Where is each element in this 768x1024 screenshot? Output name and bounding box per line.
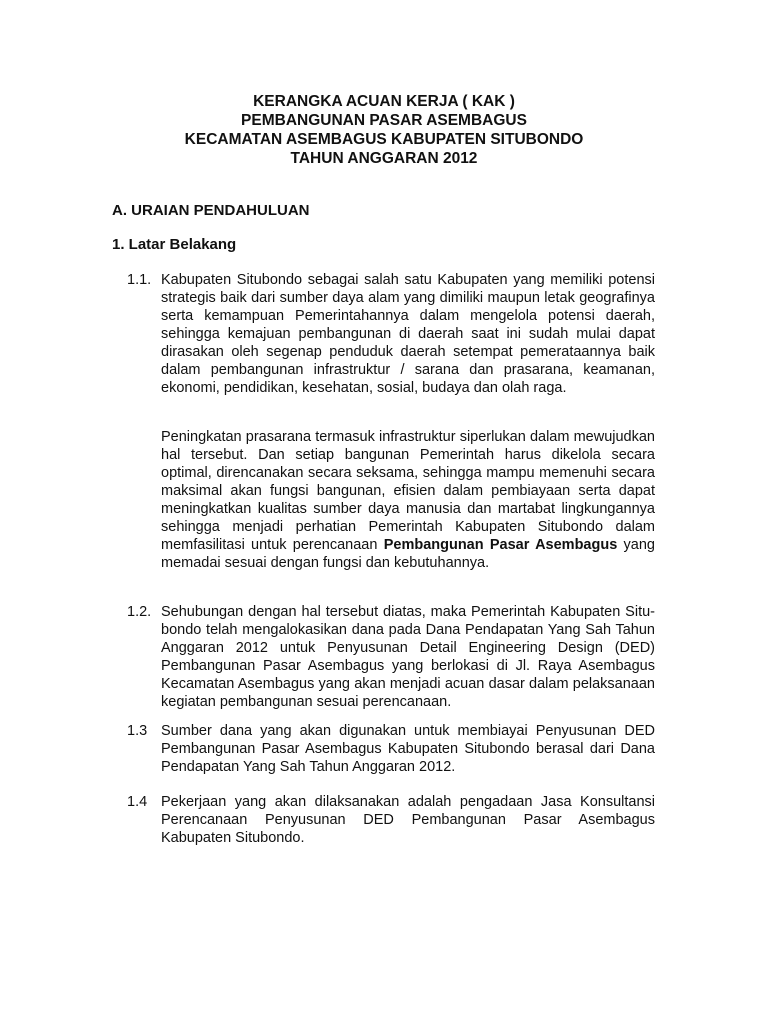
item-1-1-paragraph-2 <box>161 428 655 572</box>
item-number-1-1: 1.1. <box>127 272 152 288</box>
item-1-1-paragraph-2-text-after: yang memadai sesuai dengan fungsi dan kebutuhannya. <box>161 537 655 571</box>
item-1-1-paragraph-2-text-before: Peningkatan prasarana termasuk infrastruktur siperlukan dalam mewujudkan hal tersebut. Dan setiap bangunan Pemerintah harus dikelola secara optimal, direncanakan secara seksama, sehingga mampu memenuhi secara maksimal akan fungsi bangunan, efisien dalam pembiayaan serta dapat meningkatkan kualitas sumber daya manusia dan martabat lingkungannya sehingga menjadi perhatian Pemerintah Kabupaten Situbondo dalam memfasilitasi untuk perencanaan <box>161 429 655 553</box>
title-line-2: PEMBANGUNAN PASAR ASEMBAGUS <box>241 112 527 129</box>
section-heading-a: A. URAIAN PENDAHULUAN <box>112 202 310 219</box>
item-1-4-paragraph: Pekerjaan yang akan dilaksanakan adalah pengadaan Jasa Konsultansi Perencanaan Penyusunan DED Pembangunan Pasar Asembagus Kabupaten Situbondo. <box>161 794 655 846</box>
title-line-3: KECAMATAN ASEMBAGUS KABUPATEN SITUBONDO <box>184 131 584 148</box>
title-line-4: TAHUN ANGGARAN 2012 <box>290 150 478 167</box>
item-number-1-2: 1.2. <box>127 604 152 620</box>
item-1-1-paragraph-1: Kabupaten Situbondo sebagai salah satu Kabupaten yang memiliki potensi strategis baik dari sumber daya alam yang dimiliki maupun letak geografinya serta kemampuan Pemerintahannya dalam mengelola potensi daerah, sehingga kemajuan pembangunan di daerah saat ini sudah mulai dapat dirasakan oleh segenap penduduk daerah setempat pemerataannya baik dalam pembangunan infrastruktur / sarana dan prasarana, keamanan, ekonomi, pendidikan, kesehatan, sosial, budaya dan olah raga. <box>161 272 655 396</box>
item-number-1-4: 1.4 <box>127 794 148 810</box>
title-line-1: KERANGKA ACUAN KERJA ( KAK ) <box>253 93 515 110</box>
document-title <box>0 92 768 168</box>
item-1-2-paragraph: Sehubungan dengan hal tersebut diatas, maka Pemerintah Kabupaten Situ-bondo telah mengalokasikan dana pada Dana Pendapatan Yang Sah Tahun Anggaran 2012 untuk Penyusunan Detail Engineering Design (DED) Pembangunan Pasar Asembagus yang berlokasi di Jl. Raya Asembagus Kecamatan Asembagus yang akan menjadi acuan dasar dalam pelaksanaan kegiatan pembangunan sesuai perencanaan. <box>161 604 655 710</box>
subsection-heading-latar-belakang: 1. Latar Belakang <box>112 236 237 253</box>
item-1-3-paragraph: Sumber dana yang akan digunakan untuk membiayai Penyusunan DED Pembangunan Pasar Asembagus Kabupaten Situbondo berasal dari Dana Pendapatan Yang Sah Tahun Anggaran 2012. <box>161 723 655 775</box>
item-1-1-paragraph-2-bold-text: Pembangunan Pasar Asembagus <box>383 537 618 553</box>
item-number-1-3: 1.3 <box>127 723 148 739</box>
